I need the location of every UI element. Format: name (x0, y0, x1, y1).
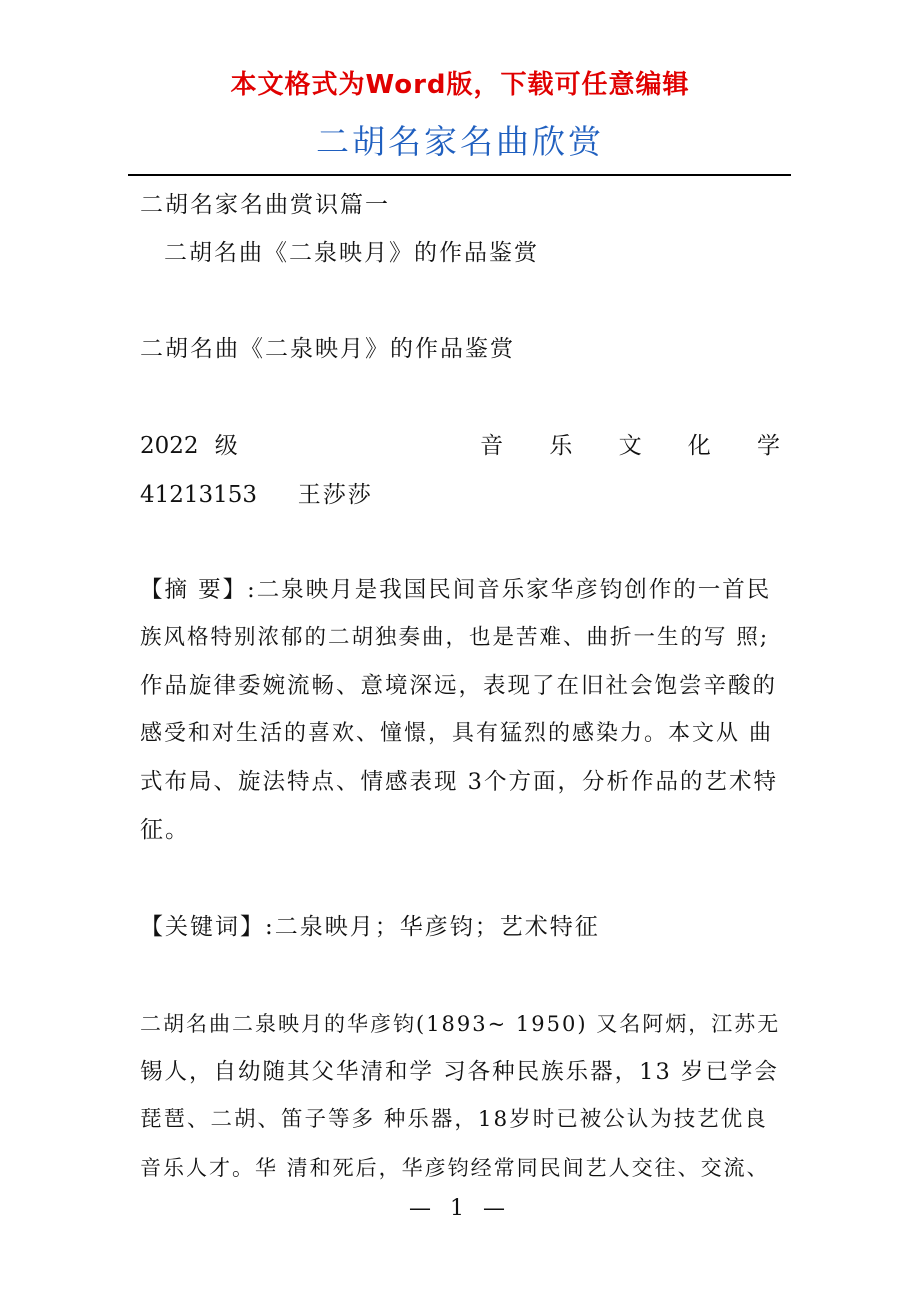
abstract-paragraph (140, 566, 780, 854)
major-char: 学 (756, 433, 780, 459)
major-char: 化 (687, 433, 711, 459)
student-id: 41213153 (140, 482, 258, 508)
body-row: 音乐人才。华 清和死后，华彦钧经常同民间艺人交往、交流、 (140, 1156, 770, 1180)
abstract-row: 【摘 要】:二泉映月是我国民间音乐家华彦钧创作的一首民 (140, 577, 772, 603)
author-line-1 (140, 431, 780, 461)
article-title: 二胡名曲《二泉映月》的作品鉴赏 (140, 336, 515, 362)
section-heading: 二胡名家名曲赏识篇一 (140, 192, 390, 218)
major-char: 音 (480, 433, 504, 459)
body-paragraph (140, 1000, 780, 1192)
major-char: 乐 (549, 433, 573, 459)
document-title: 二胡名家名曲欣赏 (316, 122, 604, 161)
keywords: 【关键词】:二泉映月；华彦钧；艺术特征 (140, 914, 600, 940)
grade-year: 2022 (140, 433, 199, 459)
abstract-row: 族风格特别浓郁的二胡独奏曲，也是苦难、曲折一生的写 照; (140, 625, 770, 650)
body-row: 琵琶、二胡、笛子等多 种乐器，18岁时已被公认为技艺优良 (140, 1107, 768, 1132)
author-name: 王莎莎 (297, 482, 373, 508)
abstract-row: 感受和对生活的喜欢、憧憬，具有猛烈的感染力。本文从 曲 (140, 721, 773, 746)
abstract-row: 作品旋律委婉流畅、意境深远，表现了在旧社会饱尝辛酸的 (140, 673, 778, 699)
author-line-2 (140, 480, 373, 510)
major-char: 文 (618, 433, 642, 459)
download-banner: 本文格式为Word版，下载可任意编辑 (230, 70, 690, 100)
title-divider (128, 174, 791, 176)
abstract-row: 式布局、旋法特点、情感表现 3个方面，分析作品的艺术特 (140, 769, 778, 795)
page-number: — 1 — (409, 1196, 511, 1221)
article-title-indented: 二胡名曲《二泉映月》的作品鉴赏 (164, 240, 539, 266)
grade-suffix: 级 (214, 433, 238, 459)
body-row: 二胡名曲二泉映月的华彦钧(1893~ 1950) 又名阿炳，江苏无 (140, 1012, 781, 1036)
abstract-row: 征。 (140, 817, 190, 843)
body-row: 锡人，自幼随其父华清和学 习各种民族乐器，13 岁已学会 (140, 1059, 779, 1085)
